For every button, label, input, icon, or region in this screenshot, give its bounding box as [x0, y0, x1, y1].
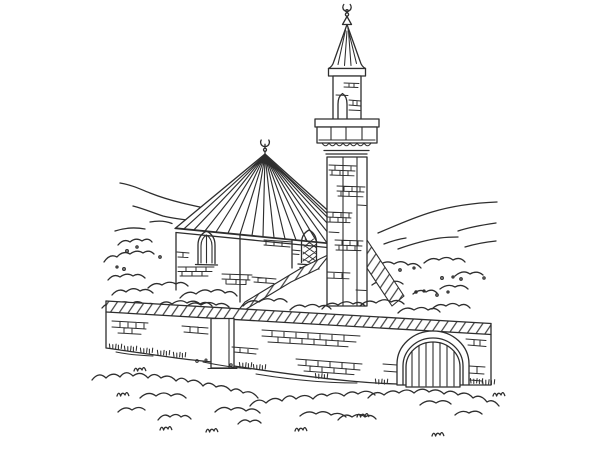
pillar: [211, 319, 234, 369]
balcony-top-band: [315, 119, 379, 127]
minaret-shaft: [327, 157, 367, 306]
cone-base-ring: [329, 69, 366, 77]
gate-pillar: [208, 319, 237, 369]
balcony-body: [317, 127, 377, 143]
window-sill: [196, 265, 218, 266]
